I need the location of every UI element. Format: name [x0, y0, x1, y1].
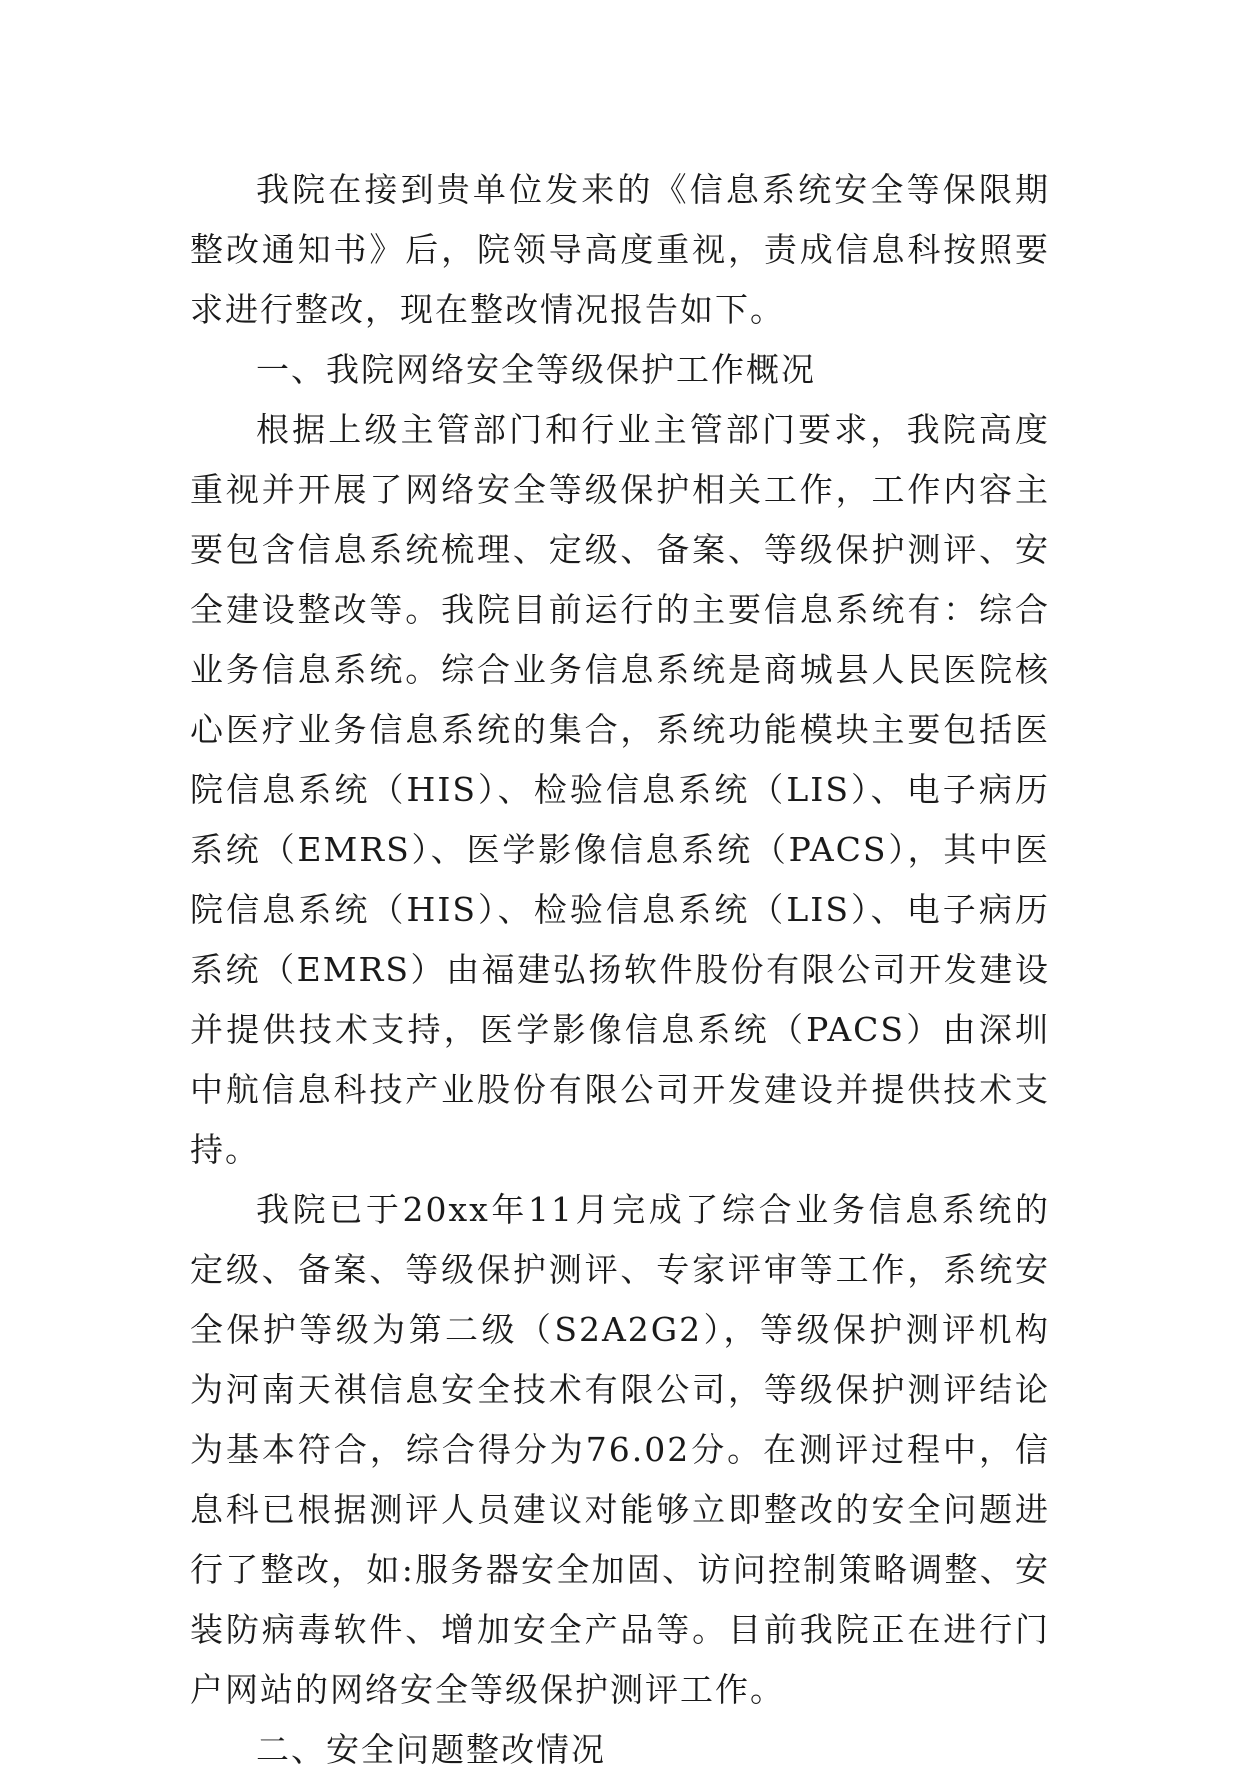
document-body: [190, 160, 1050, 1780]
intro-paragraph: 我院在接到贵单位发来的《信息系统安全等保限期整改通知书》后，院领导高度重视，责成信息科按照要求进行整改，现在整改情况报告如下。: [190, 170, 1050, 329]
section-heading-1: 一、我院网络安全等级保护工作概况: [256, 350, 816, 389]
section-heading-2: 二、安全问题整改情况: [256, 1730, 606, 1769]
assessment-paragraph: 我院已于20xx年11月完成了综合业务信息系统的定级、备案、等级保护测评、专家评审等工作，系统安全保护等级为第二级（S2A2G2），等级保护测评机构为河南天祺信息安全技术有限公司，等级保护测评结论为基本符合，综合得分为76.02分。在测评过程中，信息科已根据测评人员建议对能够立即整改的安全问题进行了整改，如:服务器安全加固、访问控制策略调整、安装防病毒软件、增加安全产品等。目前我院正在进行门户网站的网络安全等级保护测评工作。: [190, 1190, 1050, 1709]
overview-paragraph: 根据上级主管部门和行业主管部门要求，我院高度重视并开展了网络安全等级保护相关工作，工作内容主要包含信息系统梳理、定级、备案、等级保护测评、安全建设整改等。我院目前运行的主要信息系统有：综合业务信息系统。综合业务信息系统是商城县人民医院核心医疗业务信息系统的集合，系统功能模块主要包括医院信息系统（HIS）、检验信息系统（LIS）、电子病历系统（EMRS）、医学影像信息系统（PACS），其中医院信息系统（HIS）、检验信息系统（LIS）、电子病历系统（EMRS）由福建弘扬软件股份有限公司开发建设并提供技术支持，医学影像信息系统（PACS）由深圳中航信息科技产业股份有限公司开发建设并提供技术支持。: [190, 410, 1050, 1169]
